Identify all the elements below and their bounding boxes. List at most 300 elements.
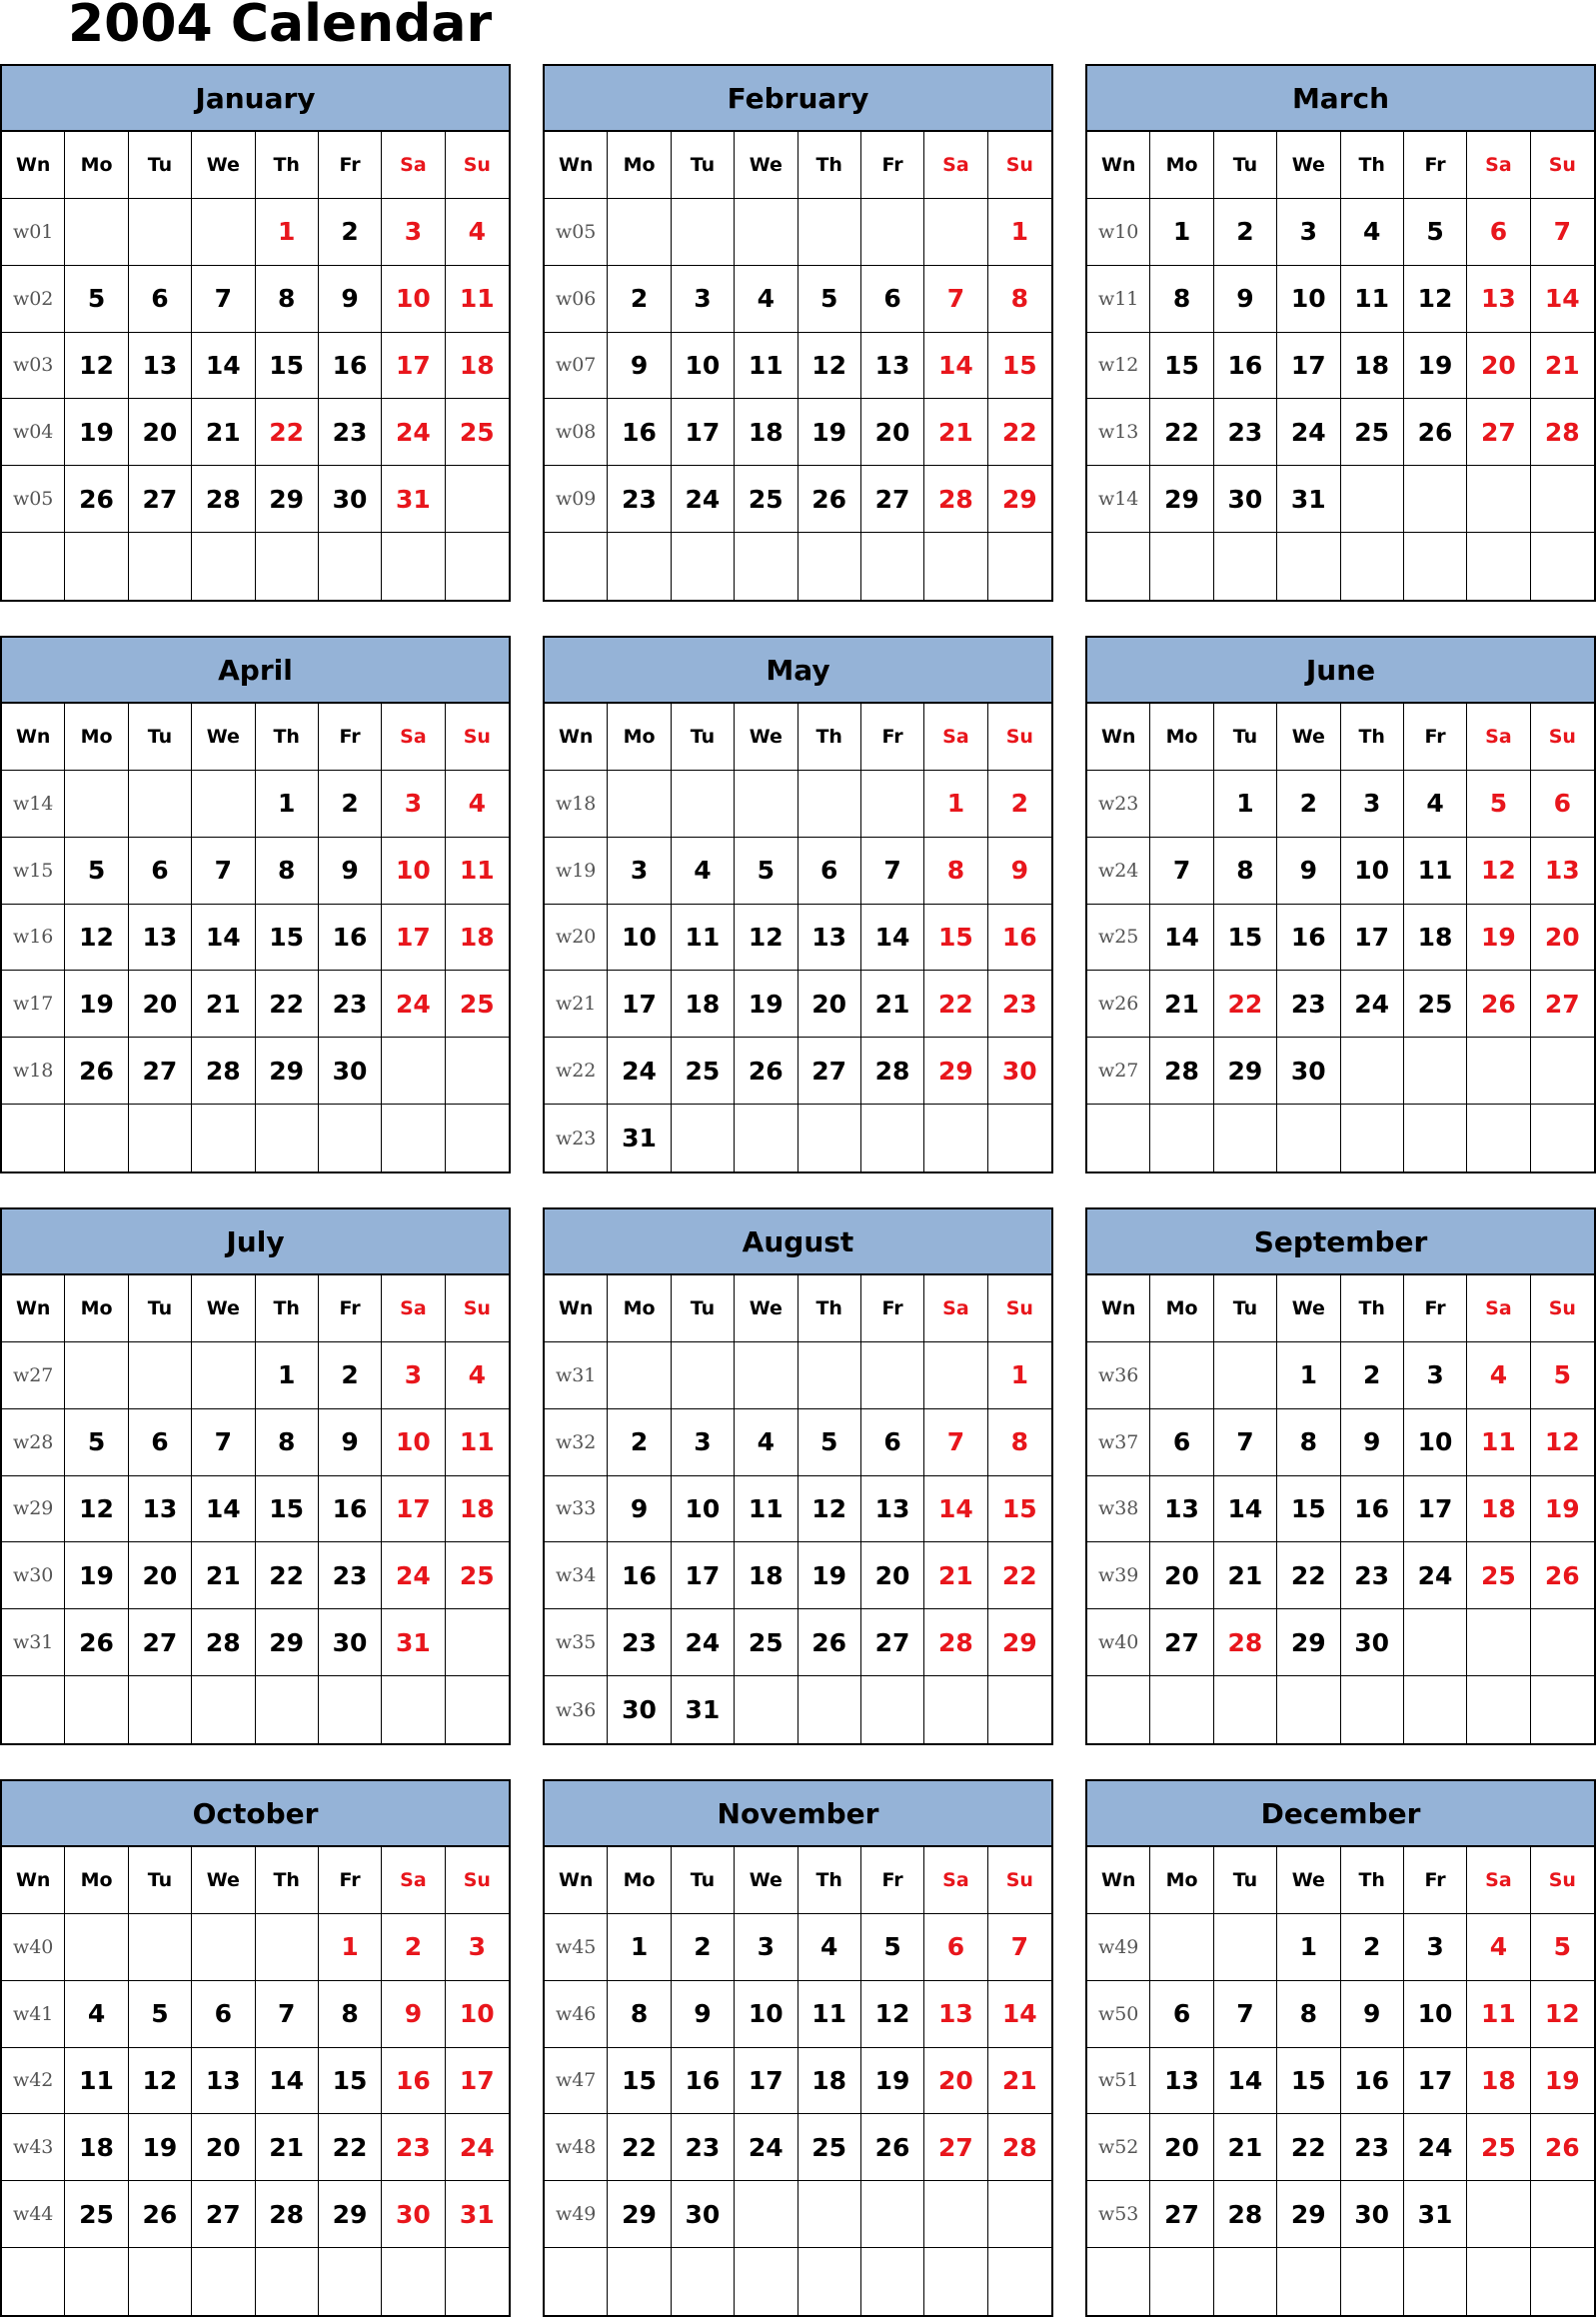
day-cell: 20	[1467, 333, 1530, 400]
empty-day-cell	[319, 533, 382, 600]
day-cell: 18	[798, 2048, 861, 2115]
day-cell: 31	[672, 1676, 735, 1743]
empty-day-cell	[192, 1676, 255, 1743]
weekday-header: Th	[798, 132, 861, 199]
day-cell: 4	[65, 1981, 128, 2048]
empty-day-cell	[798, 1342, 861, 1409]
week-number: w39	[1087, 1542, 1150, 1609]
month-title: June	[1087, 638, 1594, 704]
day-cell: 21	[924, 1542, 987, 1609]
day-cell: 22	[319, 2114, 382, 2181]
day-cell: 29	[1150, 466, 1213, 533]
week-number: w09	[545, 466, 608, 533]
empty-day-cell	[446, 2248, 509, 2315]
empty-day-cell	[1150, 771, 1213, 838]
empty-day-cell	[1531, 1676, 1594, 1743]
day-cell: 28	[1214, 2181, 1277, 2248]
weekday-header: Th	[1341, 1847, 1404, 1914]
day-cell: 27	[192, 2181, 255, 2248]
day-cell: 7	[192, 838, 255, 905]
week-number: w34	[545, 1542, 608, 1609]
empty-day-cell	[1150, 533, 1213, 600]
day-cell: 18	[735, 1542, 798, 1609]
day-cell: 28	[1214, 1609, 1277, 1676]
day-cell: 12	[798, 1476, 861, 1543]
empty-day-cell	[735, 533, 798, 600]
day-cell: 6	[1467, 199, 1530, 266]
week-number	[2, 533, 65, 600]
weekday-header: Sa	[924, 704, 987, 771]
day-cell: 19	[129, 2114, 192, 2181]
day-cell: 31	[1277, 466, 1340, 533]
day-cell: 25	[672, 1038, 735, 1105]
day-cell: 19	[735, 971, 798, 1038]
day-cell: 22	[988, 1542, 1051, 1609]
week-number: w48	[545, 2114, 608, 2181]
day-cell: 11	[1404, 838, 1467, 905]
week-number-header: Wn	[2, 132, 65, 199]
day-cell: 18	[1341, 333, 1404, 400]
day-cell: 28	[256, 2181, 319, 2248]
day-cell: 12	[1531, 1409, 1594, 1476]
empty-day-cell	[1404, 2248, 1467, 2315]
empty-day-cell	[446, 466, 509, 533]
day-cell: 11	[446, 1409, 509, 1476]
week-number: w53	[1087, 2181, 1150, 2248]
day-cell: 24	[1404, 1542, 1467, 1609]
weekday-header: Tu	[1214, 1847, 1277, 1914]
day-cell: 11	[798, 1981, 861, 2048]
day-cell: 5	[735, 838, 798, 905]
weekday-header: Tu	[672, 1847, 735, 1914]
weekday-header: Sa	[1467, 1847, 1530, 1914]
weekday-header: Mo	[608, 1847, 671, 1914]
empty-day-cell	[1341, 1105, 1404, 1171]
day-cell: 31	[446, 2181, 509, 2248]
empty-day-cell	[65, 2248, 128, 2315]
week-number: w25	[1087, 905, 1150, 972]
month-title: October	[2, 1781, 509, 1847]
day-cell: 23	[608, 466, 671, 533]
day-cell: 16	[608, 399, 671, 466]
day-cell: 17	[382, 333, 445, 400]
day-cell: 7	[192, 1409, 255, 1476]
day-cell: 3	[1277, 199, 1340, 266]
day-cell: 28	[924, 1609, 987, 1676]
day-cell: 2	[608, 266, 671, 333]
week-number: w35	[545, 1609, 608, 1676]
day-cell: 16	[382, 2048, 445, 2115]
empty-day-cell	[735, 771, 798, 838]
day-cell: 13	[1150, 1476, 1213, 1543]
month-day-grid	[1087, 132, 1594, 600]
week-number: w08	[545, 399, 608, 466]
week-number: w06	[545, 266, 608, 333]
empty-day-cell	[192, 1914, 255, 1981]
empty-day-cell	[1341, 466, 1404, 533]
empty-day-cell	[1467, 466, 1530, 533]
weekday-header: We	[192, 704, 255, 771]
empty-day-cell	[446, 1038, 509, 1105]
day-cell: 3	[735, 1914, 798, 1981]
weekday-header: Sa	[1467, 704, 1530, 771]
empty-day-cell	[1467, 1038, 1530, 1105]
empty-day-cell	[1467, 1609, 1530, 1676]
weekday-header: We	[1277, 704, 1340, 771]
month-day-grid	[1087, 704, 1594, 1171]
empty-day-cell	[1277, 533, 1340, 600]
day-cell: 1	[1277, 1914, 1340, 1981]
empty-day-cell	[446, 1609, 509, 1676]
day-cell: 27	[861, 466, 924, 533]
month-title: September	[1087, 1209, 1594, 1275]
day-cell: 4	[446, 1342, 509, 1409]
empty-day-cell	[65, 1676, 128, 1743]
empty-day-cell	[1150, 1676, 1213, 1743]
week-number: w36	[1087, 1342, 1150, 1409]
day-cell: 7	[192, 266, 255, 333]
day-cell: 13	[129, 905, 192, 972]
day-cell: 27	[129, 1609, 192, 1676]
empty-day-cell	[608, 771, 671, 838]
day-cell: 29	[1277, 2181, 1340, 2248]
day-cell: 26	[65, 1609, 128, 1676]
day-cell: 20	[798, 971, 861, 1038]
day-cell: 26	[861, 2114, 924, 2181]
empty-day-cell	[1467, 2181, 1530, 2248]
week-number	[1087, 1676, 1150, 1743]
day-cell: 31	[608, 1105, 671, 1171]
day-cell: 29	[256, 466, 319, 533]
day-cell: 24	[1341, 971, 1404, 1038]
week-number: w10	[1087, 199, 1150, 266]
weekday-header: Su	[988, 704, 1051, 771]
weekday-header: Tu	[129, 132, 192, 199]
day-cell: 6	[924, 1914, 987, 1981]
weekday-header: Tu	[1214, 1275, 1277, 1342]
week-number: w04	[2, 399, 65, 466]
day-cell: 26	[65, 1038, 128, 1105]
day-cell: 21	[924, 399, 987, 466]
empty-day-cell	[924, 533, 987, 600]
day-cell: 2	[319, 771, 382, 838]
day-cell: 6	[798, 838, 861, 905]
empty-day-cell	[861, 199, 924, 266]
empty-day-cell	[129, 199, 192, 266]
day-cell: 11	[672, 905, 735, 972]
empty-day-cell	[1467, 1676, 1530, 1743]
weekday-header: Mo	[608, 1275, 671, 1342]
weekday-header: Su	[988, 132, 1051, 199]
weekday-header: Sa	[1467, 1275, 1530, 1342]
empty-day-cell	[1531, 2181, 1594, 2248]
day-cell: 24	[735, 2114, 798, 2181]
day-cell: 17	[1404, 2048, 1467, 2115]
day-cell: 9	[1214, 266, 1277, 333]
day-cell: 15	[1277, 2048, 1340, 2115]
day-cell: 16	[1277, 905, 1340, 972]
day-cell: 12	[65, 333, 128, 400]
week-number	[545, 2248, 608, 2315]
day-cell: 22	[1214, 971, 1277, 1038]
week-number: w30	[2, 1542, 65, 1609]
day-cell: 7	[1150, 838, 1213, 905]
weekday-header: We	[1277, 132, 1340, 199]
day-cell: 30	[672, 2181, 735, 2248]
day-cell: 6	[192, 1981, 255, 2048]
empty-day-cell	[65, 533, 128, 600]
day-cell: 10	[1404, 1981, 1467, 2048]
weekday-header: Th	[256, 132, 319, 199]
empty-day-cell	[1214, 1342, 1277, 1409]
empty-day-cell	[924, 2181, 987, 2248]
day-cell: 2	[1277, 771, 1340, 838]
day-cell: 21	[192, 1542, 255, 1609]
day-cell: 8	[988, 1409, 1051, 1476]
day-cell: 6	[861, 1409, 924, 1476]
week-number: w42	[2, 2048, 65, 2115]
day-cell: 6	[129, 1409, 192, 1476]
day-cell: 18	[735, 399, 798, 466]
empty-day-cell	[924, 1342, 987, 1409]
empty-day-cell	[319, 1105, 382, 1171]
day-cell: 8	[256, 266, 319, 333]
weekday-header: Th	[1341, 1275, 1404, 1342]
day-cell: 15	[319, 2048, 382, 2115]
month-title: November	[545, 1781, 1051, 1847]
empty-day-cell	[192, 533, 255, 600]
day-cell: 27	[861, 1609, 924, 1676]
day-cell: 29	[1277, 1609, 1340, 1676]
day-cell: 8	[924, 838, 987, 905]
weekday-header: Th	[798, 1847, 861, 1914]
day-cell: 14	[1150, 905, 1213, 972]
weekday-header: Fr	[1404, 1275, 1467, 1342]
month-may	[543, 636, 1053, 1173]
empty-day-cell	[735, 2181, 798, 2248]
weekday-header: Mo	[65, 1847, 128, 1914]
day-cell: 7	[924, 1409, 987, 1476]
month-title: January	[2, 66, 509, 132]
empty-day-cell	[129, 1676, 192, 1743]
day-cell: 17	[608, 971, 671, 1038]
empty-day-cell	[1467, 533, 1530, 600]
day-cell: 27	[1150, 1609, 1213, 1676]
week-number: w37	[1087, 1409, 1150, 1476]
day-cell: 12	[1404, 266, 1467, 333]
empty-day-cell	[1341, 1038, 1404, 1105]
day-cell: 23	[1341, 1542, 1404, 1609]
day-cell: 30	[319, 1038, 382, 1105]
empty-day-cell	[861, 1342, 924, 1409]
day-cell: 22	[1150, 399, 1213, 466]
day-cell: 16	[1341, 2048, 1404, 2115]
weekday-header: Fr	[319, 1847, 382, 1914]
day-cell: 4	[672, 838, 735, 905]
day-cell: 30	[319, 1609, 382, 1676]
empty-day-cell	[672, 199, 735, 266]
empty-day-cell	[735, 1676, 798, 1743]
day-cell: 15	[988, 1476, 1051, 1543]
empty-day-cell	[735, 1105, 798, 1171]
day-cell: 3	[608, 838, 671, 905]
empty-day-cell	[129, 2248, 192, 2315]
empty-day-cell	[672, 2248, 735, 2315]
empty-day-cell	[446, 1105, 509, 1171]
day-cell: 14	[1214, 1476, 1277, 1543]
day-cell: 17	[446, 2048, 509, 2115]
day-cell: 12	[861, 1981, 924, 2048]
day-cell: 9	[608, 333, 671, 400]
day-cell: 28	[1531, 399, 1594, 466]
week-number: w15	[2, 838, 65, 905]
day-cell: 23	[608, 1609, 671, 1676]
day-cell: 3	[1404, 1914, 1467, 1981]
day-cell: 24	[608, 1038, 671, 1105]
day-cell: 21	[192, 971, 255, 1038]
empty-day-cell	[798, 2248, 861, 2315]
day-cell: 18	[1404, 905, 1467, 972]
month-day-grid	[545, 132, 1051, 600]
empty-day-cell	[1214, 2248, 1277, 2315]
empty-day-cell	[382, 1676, 445, 1743]
day-cell: 9	[672, 1981, 735, 2048]
day-cell: 13	[1531, 838, 1594, 905]
day-cell: 14	[192, 905, 255, 972]
day-cell: 26	[735, 1038, 798, 1105]
day-cell: 14	[1214, 2048, 1277, 2115]
day-cell: 15	[924, 905, 987, 972]
day-cell: 1	[256, 199, 319, 266]
day-cell: 17	[1277, 333, 1340, 400]
day-cell: 2	[1214, 199, 1277, 266]
month-title: July	[2, 1209, 509, 1275]
empty-day-cell	[861, 2248, 924, 2315]
weekday-header: Th	[256, 1275, 319, 1342]
empty-day-cell	[129, 771, 192, 838]
day-cell: 30	[1341, 1609, 1404, 1676]
day-cell: 1	[256, 771, 319, 838]
weekday-header: Fr	[319, 1275, 382, 1342]
day-cell: 27	[1531, 971, 1594, 1038]
day-cell: 19	[798, 399, 861, 466]
day-cell: 26	[129, 2181, 192, 2248]
empty-day-cell	[1467, 2248, 1530, 2315]
day-cell: 29	[988, 1609, 1051, 1676]
day-cell: 21	[1214, 2114, 1277, 2181]
day-cell: 3	[446, 1914, 509, 1981]
weekday-header: Su	[446, 1847, 509, 1914]
day-cell: 23	[319, 399, 382, 466]
month-title: May	[545, 638, 1051, 704]
day-cell: 19	[1531, 2048, 1594, 2115]
empty-day-cell	[798, 771, 861, 838]
empty-day-cell	[1404, 533, 1467, 600]
week-number: w11	[1087, 266, 1150, 333]
week-number: w22	[545, 1038, 608, 1105]
empty-day-cell	[1150, 1105, 1213, 1171]
week-number: w49	[545, 2181, 608, 2248]
day-cell: 15	[608, 2048, 671, 2115]
empty-day-cell	[65, 1105, 128, 1171]
day-cell: 21	[1531, 333, 1594, 400]
empty-day-cell	[861, 533, 924, 600]
day-cell: 10	[608, 905, 671, 972]
day-cell: 16	[319, 905, 382, 972]
weekday-header: Su	[1531, 132, 1594, 199]
empty-day-cell	[1214, 533, 1277, 600]
weekday-header: We	[1277, 1847, 1340, 1914]
weekday-header: Tu	[129, 704, 192, 771]
day-cell: 20	[129, 1542, 192, 1609]
day-cell: 4	[446, 199, 509, 266]
empty-day-cell	[1341, 2248, 1404, 2315]
weekday-header: We	[735, 132, 798, 199]
day-cell: 2	[1341, 1914, 1404, 1981]
day-cell: 13	[129, 1476, 192, 1543]
day-cell: 10	[1404, 1409, 1467, 1476]
day-cell: 9	[319, 266, 382, 333]
day-cell: 25	[1341, 399, 1404, 466]
empty-day-cell	[382, 1038, 445, 1105]
day-cell: 10	[672, 333, 735, 400]
day-cell: 24	[672, 1609, 735, 1676]
day-cell: 29	[608, 2181, 671, 2248]
day-cell: 1	[319, 1914, 382, 1981]
week-number-header: Wn	[1087, 1275, 1150, 1342]
day-cell: 18	[65, 2114, 128, 2181]
day-cell: 3	[382, 1342, 445, 1409]
day-cell: 4	[798, 1914, 861, 1981]
month-title: August	[545, 1209, 1051, 1275]
day-cell: 13	[1150, 2048, 1213, 2115]
empty-day-cell	[1531, 466, 1594, 533]
day-cell: 3	[382, 771, 445, 838]
day-cell: 21	[1150, 971, 1213, 1038]
month-august	[543, 1207, 1053, 1745]
empty-day-cell	[256, 1105, 319, 1171]
week-number: w03	[2, 333, 65, 400]
day-cell: 15	[1150, 333, 1213, 400]
empty-day-cell	[192, 1342, 255, 1409]
month-february	[543, 64, 1053, 602]
day-cell: 16	[319, 333, 382, 400]
empty-day-cell	[861, 1105, 924, 1171]
day-cell: 26	[798, 1609, 861, 1676]
day-cell: 14	[924, 1476, 987, 1543]
day-cell: 12	[1531, 1981, 1594, 2048]
day-cell: 28	[861, 1038, 924, 1105]
day-cell: 14	[256, 2048, 319, 2115]
day-cell: 26	[798, 466, 861, 533]
day-cell: 22	[608, 2114, 671, 2181]
empty-day-cell	[1277, 2248, 1340, 2315]
weekday-header: Fr	[1404, 132, 1467, 199]
day-cell: 8	[256, 1409, 319, 1476]
day-cell: 10	[672, 1476, 735, 1543]
day-cell: 20	[924, 2048, 987, 2115]
day-cell: 14	[192, 1476, 255, 1543]
week-number: w38	[1087, 1476, 1150, 1543]
day-cell: 27	[1150, 2181, 1213, 2248]
month-day-grid	[2, 1847, 509, 2315]
weekday-header: Th	[256, 704, 319, 771]
weekday-header: Fr	[861, 1275, 924, 1342]
day-cell: 11	[446, 838, 509, 905]
week-number: w14	[1087, 466, 1150, 533]
day-cell: 23	[1214, 399, 1277, 466]
day-cell: 6	[1531, 771, 1594, 838]
